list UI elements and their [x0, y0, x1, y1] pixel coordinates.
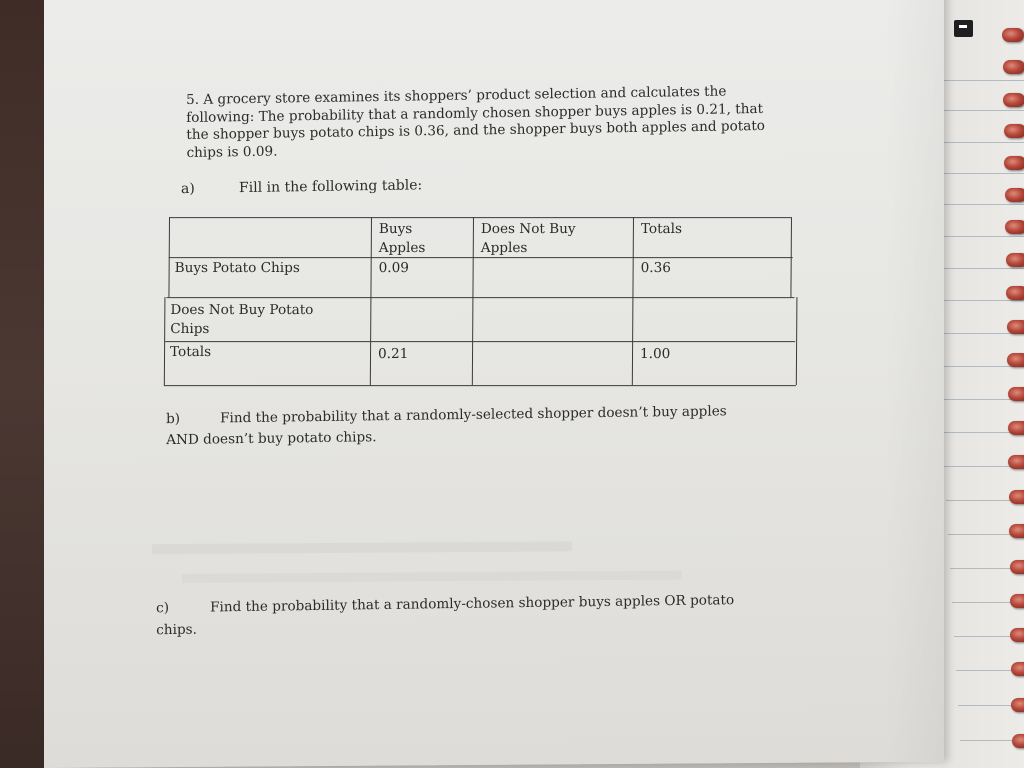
row-label-no-potato-chips: Does Not Buy Potato Chips: [170, 302, 314, 338]
spiral-ring-icon: [1004, 124, 1024, 138]
spiral-ring-icon: [1006, 286, 1024, 300]
cell-totals-apples: 0.21: [377, 346, 409, 363]
spiral-ring-icon: [1003, 93, 1024, 107]
table-border-bottom: [164, 385, 796, 386]
part-b-prompt: [166, 400, 806, 451]
spiral-ring-icon: [1010, 628, 1024, 642]
table-col-divider: [370, 217, 372, 385]
notebook-rule: [934, 300, 1024, 301]
part-b-letter: b): [166, 410, 181, 428]
spiral-ring-icon: [1009, 524, 1024, 538]
part-a-prompt: [181, 177, 422, 197]
row-label-totals: Totals: [170, 344, 212, 361]
spiral-ring-icon: [1007, 353, 1024, 367]
spiral-ring-icon: [1010, 594, 1024, 608]
part-c-prompt: [156, 588, 816, 641]
spiral-ring-icon: [1005, 220, 1024, 234]
spiral-ring-icon: [1002, 28, 1024, 42]
part-b-text-continued: AND doesn’t buy potato chips.: [166, 429, 377, 449]
table-col-divider: [632, 217, 634, 385]
spiral-ring-icon: [1005, 188, 1024, 202]
notebook-rule: [930, 236, 1024, 237]
spiral-ring-icon: [1006, 253, 1024, 267]
worksheet-paper: [44, 0, 944, 768]
header-totals: Totals: [640, 221, 683, 238]
header-buys-apples: Buys Apples: [378, 221, 426, 257]
probability-table: [168, 217, 807, 387]
part-c-text-continued: chips.: [156, 621, 198, 639]
spiral-ring-icon: [1007, 320, 1024, 334]
spiral-ring-icon: [1003, 60, 1024, 74]
faint-bleed-mark: [182, 571, 682, 583]
table-row-divider: [165, 341, 795, 342]
question-intro: 5. A grocery store examines its shoppers’ product selection and calculates the following: The probability that a randomly chosen shopper buys apples is 0.21, that the shopper buys potato chips is 0.36, and the shopper buys both apples and potato chips is 0.09.: [186, 83, 766, 161]
spiral-ring-icon: [1008, 387, 1024, 401]
cell-grand-total: 1.00: [639, 346, 671, 363]
spiral-ring-icon: [1010, 560, 1024, 574]
table-col-divider: [472, 217, 474, 385]
part-a-letter: a): [180, 180, 195, 198]
spiral-ring-icon: [1008, 455, 1024, 469]
cell-chips-total: 0.36: [640, 260, 671, 277]
bleed-through-marks: [152, 530, 712, 589]
spiral-ring-icon: [1009, 490, 1024, 504]
dark-square-tab-icon: [954, 20, 973, 37]
spiral-ring-icon: [1011, 662, 1024, 676]
cell-chips-apples: 0.09: [378, 260, 409, 277]
spiral-ring-icon: [1012, 734, 1024, 748]
part-c-text: Find the probability that a randomly-chosen shopper buys apples OR potato: [210, 592, 735, 616]
spiral-ring-icon: [1008, 421, 1024, 435]
row-label-buys-potato-chips: Buys Potato Chips: [174, 260, 300, 277]
table-border-right: [796, 297, 798, 385]
header-does-not-buy-apples: Does Not Buy Apples: [480, 221, 576, 257]
part-b-text: Find the probability that a randomly-selected shopper doesn’t buy apples: [220, 403, 727, 427]
spiral-ring-icon: [1004, 156, 1024, 170]
faint-bleed-mark: [152, 541, 572, 554]
spiral-ring-icon: [1011, 698, 1024, 712]
table-row-divider: [166, 297, 794, 298]
paper-shading: [884, 0, 944, 762]
table-border-top: [169, 217, 791, 218]
part-c-letter: c): [156, 600, 170, 617]
notebook-rule: [932, 268, 1024, 269]
desk-edge: [0, 0, 48, 768]
part-a-text: Fill in the following table:: [238, 177, 423, 197]
